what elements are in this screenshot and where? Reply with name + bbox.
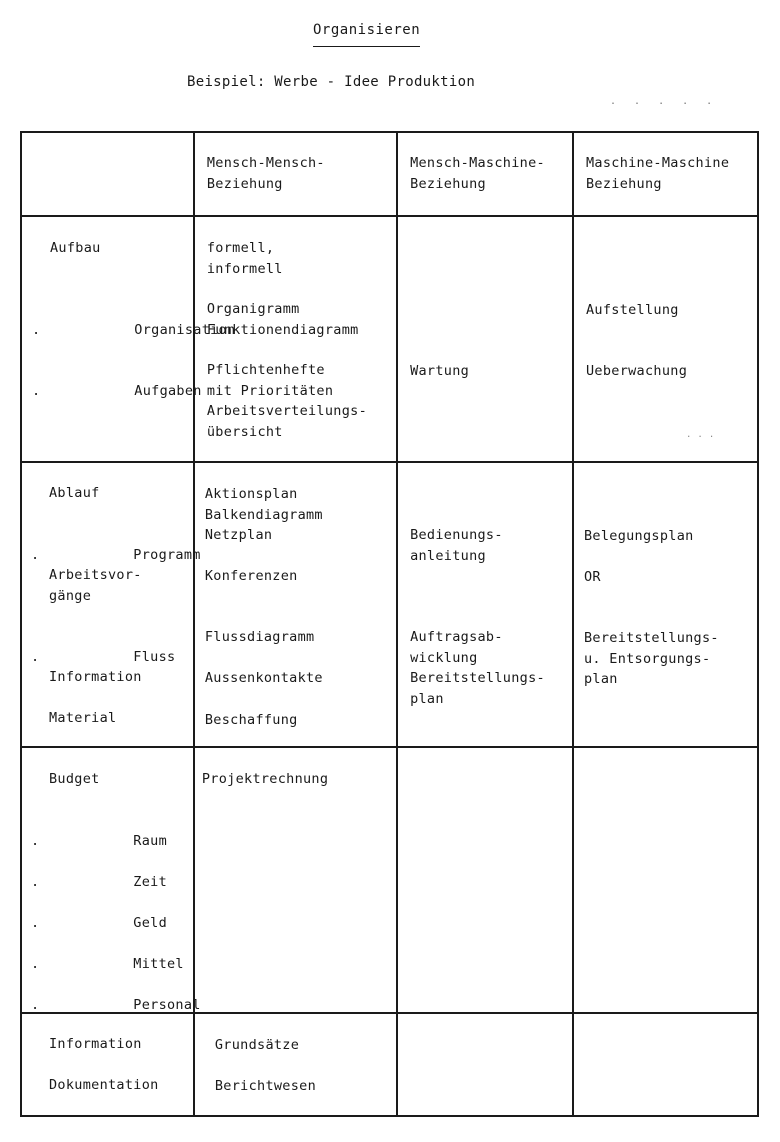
header-cell-maschine-maschine xyxy=(573,132,758,216)
cell-text-pflichtenhefte: Pflichtenhefte mit Prioritäten Arbeitsverteilungs- übersicht xyxy=(206,362,368,440)
row-label-material: Material xyxy=(49,710,117,726)
ablauf-mensch-maschine-cell xyxy=(397,462,573,747)
scan-marks-cell: . . . xyxy=(685,430,715,440)
header-mensch-mensch: Mensch-Mensch- Beziehung xyxy=(206,155,325,192)
row-label-aufbau: Aufbau xyxy=(50,240,101,256)
bullet-marker: . xyxy=(31,873,40,890)
row-label-raum: . Raum xyxy=(49,810,167,872)
cell-text-projektrechnung: Projektrechnung xyxy=(201,771,329,787)
row-label-geld: . Geld xyxy=(49,892,167,954)
bullet-marker: . xyxy=(32,321,41,338)
cell-text-wartung: Wartung xyxy=(410,363,470,379)
table-row-information xyxy=(21,1013,758,1116)
table-row-ablauf xyxy=(21,462,758,747)
cell-text-konferenzen: Konferenzen xyxy=(204,568,298,584)
aufbau-mensch-mensch-cell xyxy=(194,216,397,462)
cell-text-berichtwesen: Berichtwesen xyxy=(214,1078,317,1094)
header-cell-mensch-maschine xyxy=(397,132,573,216)
bullet-marker: . xyxy=(31,955,40,972)
row-label-personal: . Personal xyxy=(49,974,201,1036)
row-label-dokumentation: Dokumentation xyxy=(49,1077,159,1093)
header-cell-mensch-mensch xyxy=(194,132,397,216)
cell-text-belegungsplan: Belegungsplan xyxy=(583,528,694,544)
budget-labels-cell xyxy=(21,747,201,1013)
header-mensch-maschine: Mensch-Maschine- Beziehung xyxy=(410,155,545,192)
bullet-marker: . xyxy=(31,914,40,931)
row-label-zeit: . Zeit xyxy=(49,851,167,913)
cell-text-aufstellung: Aufstellung xyxy=(585,302,679,318)
information-labels-cell xyxy=(21,1013,194,1116)
cell-text-aktionsplan: Aktionsplan Balkendiagramm Netzplan xyxy=(204,486,323,543)
ablauf-mensch-mensch-cell xyxy=(194,462,397,747)
cell-text-aussenkontakte: Aussenkontakte xyxy=(204,670,323,686)
cell-text-flussdiagramm: Flussdiagramm xyxy=(204,629,315,645)
cell-text-bedienungsanleitung: Bedienungs- anleitung xyxy=(410,527,503,564)
header-cell-empty xyxy=(21,132,194,216)
row-label-information: Information xyxy=(49,669,142,685)
bullet-marker: . xyxy=(31,648,40,665)
cell-text-bereitstellungs-entsorgungsplan: Bereitstellungs- u. Entsorgungs- plan xyxy=(583,630,719,687)
header-maschine-maschine: Maschine-Maschine Beziehung xyxy=(585,155,730,192)
row-label-organisation: . Organisation xyxy=(50,299,235,361)
aufbau-labels-cell xyxy=(21,216,236,462)
row-label-budget: Budget xyxy=(49,771,100,787)
budget-mensch-mensch-cell xyxy=(194,747,397,1013)
organization-matrix-table xyxy=(20,131,759,1117)
cell-text-or: OR xyxy=(583,569,601,585)
cell-text-beschaffung: Beschaffung xyxy=(204,712,298,728)
cell-text-grundsaetze: Grundsätze xyxy=(214,1037,300,1053)
row-label-aufgaben: . Aufgaben xyxy=(50,360,202,422)
cell-text-organigramm: Organigramm Funktionendiagramm xyxy=(206,301,359,338)
row-label-ablauf: Ablauf xyxy=(49,485,100,501)
row-label-fluss: . Fluss xyxy=(49,626,175,688)
ablauf-maschine-maschine-cell xyxy=(573,462,758,747)
row-label-programm: . Programm xyxy=(49,524,201,586)
budget-mensch-maschine-cell xyxy=(397,747,573,1013)
ablauf-labels-cell xyxy=(21,462,201,747)
cell-text-formell: formell, informell xyxy=(206,240,283,277)
information-mensch-maschine-cell xyxy=(397,1013,573,1116)
information-mensch-mensch-cell xyxy=(194,1013,397,1116)
row-label-information-doc: Information xyxy=(49,1036,142,1052)
row-label-mittel: . Mittel xyxy=(49,933,184,995)
scan-marks: . . . . . xyxy=(610,96,719,107)
bullet-marker: . xyxy=(31,546,40,563)
aufbau-maschine-maschine-cell xyxy=(573,216,758,462)
budget-maschine-maschine-cell xyxy=(573,747,758,1013)
information-maschine-maschine-cell xyxy=(573,1013,758,1116)
table-header-row xyxy=(21,132,758,216)
page-subtitle: Beispiel: Werbe - Idee Produktion xyxy=(187,74,476,90)
bullet-marker: . xyxy=(32,382,41,399)
aufbau-mensch-maschine-cell xyxy=(397,216,573,462)
table-row-budget xyxy=(21,747,758,1013)
table-row-aufbau xyxy=(21,216,758,462)
cell-text-ueberwachung: Ueberwachung xyxy=(585,363,688,379)
page-title: Organisieren xyxy=(313,22,420,47)
bullet-marker: . xyxy=(31,832,40,849)
cell-text-auftragsabwicklung: Auftragsab- wicklung Bereitstellungs- plan xyxy=(410,629,545,707)
row-label-arbeitsvorgaenge: Arbeitsvor- gänge xyxy=(49,567,142,604)
bullet-marker: . xyxy=(31,996,40,1013)
